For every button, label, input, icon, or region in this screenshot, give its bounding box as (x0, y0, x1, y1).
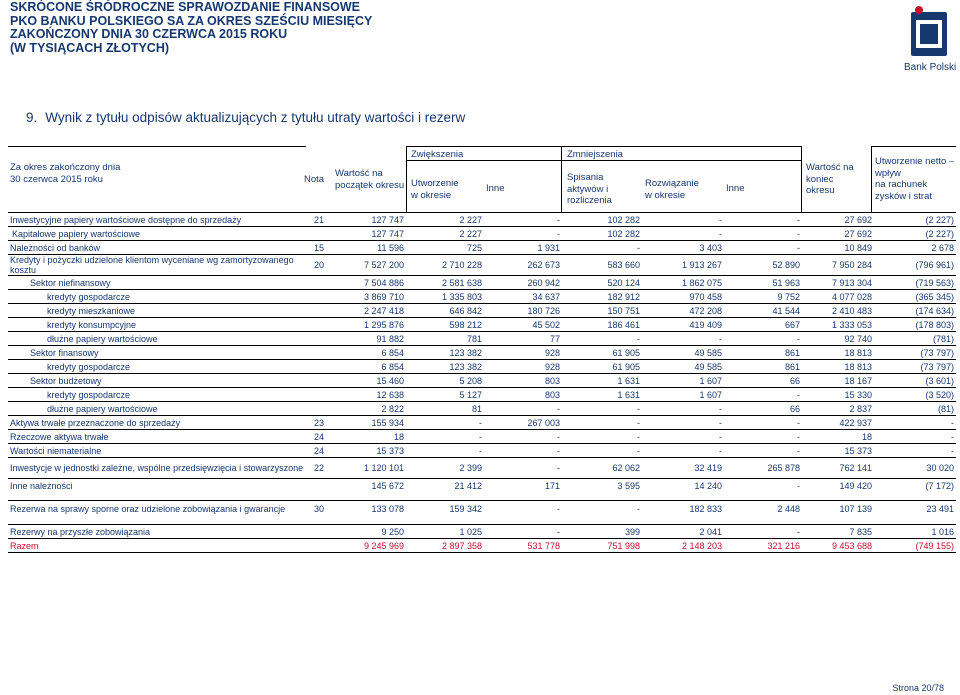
cell-value: 77 (549, 333, 560, 344)
cell-value: 531 778 (527, 540, 560, 551)
cell-value: 9 245 969 (363, 540, 404, 551)
cell-value: 18 813 (844, 347, 872, 358)
cell-value: - (557, 431, 560, 442)
cell-value: 781 (466, 333, 482, 344)
cell-value: 2 822 (381, 403, 404, 414)
logo-text: Bank Polski (904, 62, 957, 73)
cell-value: 751 998 (607, 540, 640, 551)
column-divider (561, 146, 562, 212)
cell-value: 1 333 053 (831, 319, 872, 330)
cell-value: 267 003 (527, 417, 560, 428)
table-row (8, 401, 956, 415)
cell-value: 646 842 (449, 305, 482, 316)
header-release: Rozwiązanie w okresie (645, 178, 699, 201)
row-label: dłużne papiery wartościowe (47, 403, 158, 414)
cell-value: - (719, 333, 722, 344)
cell-value: 6 854 (381, 361, 404, 372)
column-divider (406, 146, 407, 212)
cell-value: 2 041 (699, 526, 722, 537)
cell-value: 186 461 (607, 319, 640, 330)
cell-value: 27 692 (844, 228, 872, 239)
cell-value: 127 747 (371, 228, 404, 239)
cell-value: 2 227 (459, 214, 482, 225)
row-note: 24 (314, 445, 325, 456)
cell-value: 66 (789, 403, 800, 414)
cell-value: 15 330 (844, 389, 872, 400)
header-opening-value: Wartość na początek okresu (335, 168, 405, 191)
cell-value: 32 419 (694, 463, 722, 473)
cell-value: - (797, 214, 800, 225)
row-label: kredyty gospodarcze (47, 291, 131, 302)
cell-value: 52 890 (772, 260, 800, 270)
cell-value: 1 295 876 (363, 319, 404, 330)
cell-value: 12 638 (376, 389, 404, 400)
cell-value: - (557, 503, 560, 514)
cell-value: 123 382 (449, 361, 482, 372)
cell-value: 9 453 688 (831, 540, 872, 551)
cell-value: 15 373 (844, 445, 872, 456)
cell-value: - (557, 403, 560, 414)
provisions-table (8, 212, 956, 553)
cell-value: - (797, 417, 800, 428)
cell-value: - (479, 445, 482, 456)
cell-value: (2 227) (925, 214, 954, 225)
cell-value: 14 240 (694, 480, 722, 491)
row-note: 30 (314, 503, 325, 514)
table-row (8, 275, 956, 289)
cell-value: 182 912 (607, 291, 640, 302)
cell-value: - (479, 431, 482, 442)
cell-value: 7 504 886 (363, 277, 404, 288)
cell-value: 667 (784, 319, 800, 330)
header-period: Za okres zakończony dnia 30 czerwca 2015 roku (10, 162, 121, 185)
cell-value: 803 (544, 375, 560, 386)
cell-value: - (719, 403, 722, 414)
cell-value: (749 155) (915, 540, 954, 551)
cell-value: - (637, 403, 640, 414)
cell-value: - (557, 526, 560, 537)
cell-value: 27 692 (844, 214, 872, 225)
cell-value: 34 637 (532, 291, 560, 302)
cell-value: 1 931 (537, 242, 560, 253)
cell-value: - (951, 431, 954, 442)
cell-value: 861 (784, 361, 800, 372)
row-note: 23 (314, 417, 325, 428)
row-label: Sektor niefinansowy (30, 277, 111, 288)
cell-value: 9 752 (777, 291, 800, 302)
cell-value: (781) (932, 333, 954, 344)
cell-value: 5 208 (459, 375, 482, 386)
table-row (8, 359, 956, 373)
cell-value: - (637, 503, 640, 514)
cell-value: 2 410 483 (831, 305, 872, 316)
cell-value: - (637, 242, 640, 253)
row-label: kredyty gospodarcze (47, 389, 131, 400)
cell-value: 7 913 304 (831, 277, 872, 288)
row-label: Rzeczowe aktywa trwałe (10, 431, 109, 442)
row-label: kredyty konsumpcyjne (47, 319, 137, 330)
row-label: Wartości niematerialne (10, 445, 102, 456)
row-note: 15 (314, 242, 325, 253)
header-note: Nota (304, 174, 325, 185)
cell-value: 725 (466, 242, 482, 253)
cell-value: 62 062 (612, 463, 640, 473)
cell-value: 133 078 (371, 503, 404, 514)
cell-value: (174 634) (915, 305, 954, 316)
cell-value: - (951, 445, 954, 456)
cell-value: 123 382 (449, 347, 482, 358)
cell-value: 180 726 (527, 305, 560, 316)
cell-value: 15 460 (376, 375, 404, 386)
rule (406, 160, 801, 161)
cell-value: 18 167 (844, 375, 872, 386)
cell-value: 1 025 (459, 526, 482, 537)
cell-value: 61 905 (612, 361, 640, 372)
row-note: 21 (314, 214, 325, 225)
cell-value: - (719, 431, 722, 442)
table-row (8, 254, 956, 275)
table-header (8, 146, 956, 212)
cell-value: 10 849 (844, 242, 872, 253)
cell-value: - (719, 228, 722, 239)
table-row (8, 457, 956, 478)
cell-value: 1 862 075 (681, 277, 722, 288)
header-closing-value: Wartość na koniec okresu (806, 162, 854, 196)
cell-value: 49 585 (694, 347, 722, 358)
cell-value: (3 520) (925, 389, 954, 400)
cell-value: - (637, 445, 640, 456)
row-note: 22 (314, 463, 325, 473)
cell-value: 520 124 (607, 277, 640, 288)
cell-value: 102 282 (607, 228, 640, 239)
cell-value: (2 227) (925, 228, 954, 239)
cell-value: 3 403 (699, 242, 722, 253)
cell-value: 7 835 (849, 526, 872, 537)
header-other-increases: Inne (486, 183, 505, 194)
cell-value: 2 448 (777, 503, 800, 514)
cell-value: 91 882 (376, 333, 404, 344)
row-label: Sektor finansowy (30, 347, 99, 358)
cell-value: - (557, 228, 560, 239)
header-other-decreases: Inne (726, 183, 745, 194)
header-decreases: Zmniejszenia (567, 149, 623, 160)
table-row (8, 373, 956, 387)
rule (8, 146, 306, 147)
cell-value: 2 678 (931, 242, 954, 253)
cell-value: 422 937 (839, 417, 872, 428)
cell-value: 171 (544, 480, 560, 491)
row-label: Należności od banków (10, 242, 101, 253)
pko-logo-icon (911, 12, 947, 56)
cell-value: 18 (393, 431, 404, 442)
cell-value: 61 905 (612, 347, 640, 358)
pko-bank-logo (904, 12, 957, 73)
cell-value: - (797, 526, 800, 537)
cell-value: - (479, 417, 482, 428)
table-row (8, 303, 956, 317)
cell-value: 2 837 (849, 403, 872, 414)
cell-value: 7 527 200 (363, 260, 404, 270)
row-label: Inne należności (10, 480, 73, 491)
rule (871, 146, 956, 147)
cell-value: 583 660 (607, 260, 640, 270)
cell-value: - (719, 214, 722, 225)
report-title-line: SKRÓCONE ŚRÓDROCZNE SPRAWOZDANIE FINANSOWE (10, 0, 361, 14)
rule (406, 146, 801, 147)
cell-value: 145 672 (371, 480, 404, 491)
cell-value: 18 813 (844, 361, 872, 372)
cell-value: - (797, 480, 800, 491)
header-net-impact: Utworzenie netto – wpływ na rachunek zysków i strat (875, 156, 955, 202)
report-title-line: (W TYSIĄCACH ZŁOTYCH) (10, 40, 170, 55)
table-row (8, 524, 956, 538)
row-label: Inwestycje w jednostki zależne, wspólne przedsięwzięcia i stowarzyszone (10, 463, 304, 473)
table-row (8, 415, 956, 429)
cell-value: 762 141 (839, 463, 872, 473)
table-row (8, 212, 956, 226)
cell-value: 598 212 (449, 319, 482, 330)
cell-value: - (557, 463, 560, 473)
row-label: Razem (10, 540, 39, 551)
cell-value: 1 607 (699, 375, 722, 386)
row-label: Aktywa trwałe przeznaczone do sprzedaży (10, 417, 181, 428)
row-label: Kapitałowe papiery wartościowe (12, 228, 141, 239)
row-note: 24 (314, 431, 325, 442)
cell-value: 321 216 (767, 540, 800, 551)
cell-value: 265 878 (767, 463, 800, 473)
cell-value: 1 631 (617, 389, 640, 400)
cell-value: 1 913 267 (681, 260, 722, 270)
cell-value: 2 710 228 (441, 260, 482, 270)
cell-value: 1 016 (931, 526, 954, 537)
row-label: Kredyty i pożyczki udzielone klientom wyceniane wg zamortyzowanego kosztu (10, 255, 294, 275)
cell-value: - (719, 445, 722, 456)
header-created: Utworzenie w okresie (411, 178, 459, 201)
row-label: dłużne papiery wartościowe (47, 333, 158, 344)
cell-value: (3 601) (925, 375, 954, 386)
cell-value: (719 563) (915, 277, 954, 288)
table-row (8, 345, 956, 359)
cell-value: 41 544 (772, 305, 800, 316)
cell-value: - (719, 417, 722, 428)
report-title-line: PKO BANKU POLSKIEGO SA ZA OKRES SZEŚCIU MIESIĘCY (10, 13, 373, 28)
row-label: Inwestycyjne papiery wartościowe dostępne do sprzedaży (10, 214, 242, 225)
cell-value: 1 335 803 (441, 291, 482, 302)
row-label: kredyty mieszkaniowe (47, 305, 136, 316)
cell-value: 159 342 (449, 503, 482, 514)
table-row (8, 289, 956, 303)
section-title-text: Wynik z tytułu odpisów aktualizujących z tytułu utraty wartości i rezerw (45, 110, 466, 125)
cell-value: 472 208 (689, 305, 722, 316)
cell-value: 15 373 (376, 445, 404, 456)
table-row (8, 226, 956, 240)
cell-value: (7 172) (925, 480, 954, 491)
table-row (8, 478, 956, 492)
cell-value: 2 247 418 (363, 305, 404, 316)
row-note: 20 (314, 260, 325, 270)
cell-value: 11 596 (377, 242, 404, 253)
section-number: 9. (26, 110, 38, 125)
cell-value: 2 897 358 (441, 540, 482, 551)
cell-value: 3 595 (617, 480, 640, 491)
page-number: Strona 20/78 (892, 683, 944, 693)
cell-value: 102 282 (607, 214, 640, 225)
cell-value: - (797, 228, 800, 239)
cell-value: 49 585 (694, 361, 722, 372)
row-label: Sektor budżetowy (30, 375, 102, 386)
cell-value: (73 797) (920, 361, 954, 372)
cell-value: 861 (784, 347, 800, 358)
cell-value: (178 803) (915, 319, 954, 330)
section-title (26, 110, 465, 125)
cell-value: 928 (544, 347, 560, 358)
cell-value: 66 (789, 375, 800, 386)
cell-value: 1 607 (699, 389, 722, 400)
cell-value: 21 412 (454, 480, 482, 491)
header-increases: Zwiększenia (411, 149, 464, 160)
cell-value: - (557, 445, 560, 456)
cell-value: 419 409 (689, 319, 722, 330)
cell-value: 2 148 203 (681, 540, 722, 551)
cell-value: 928 (544, 361, 560, 372)
cell-value: (73 797) (920, 347, 954, 358)
cell-value: 51 963 (772, 277, 800, 288)
cell-value: 5 127 (459, 389, 482, 400)
cell-value: 2 227 (459, 228, 482, 239)
cell-value: (365 345) (915, 291, 954, 302)
cell-value: - (951, 417, 954, 428)
table-row (8, 317, 956, 331)
cell-value: 18 (861, 431, 872, 442)
cell-value: - (797, 431, 800, 442)
cell-value: 4 077 028 (831, 291, 872, 302)
table-row (8, 538, 956, 553)
page-header (0, 0, 960, 92)
table-row (8, 443, 956, 457)
table-row (8, 331, 956, 345)
cell-value: 262 673 (527, 260, 560, 270)
cell-value: (81) (937, 403, 954, 414)
cell-value: - (637, 431, 640, 442)
header-writeoffs: Spisania aktywów i rozliczenia (567, 172, 612, 206)
row-label: kredyty gospodarcze (47, 361, 131, 372)
cell-value: - (797, 445, 800, 456)
cell-value: 2 581 638 (441, 277, 482, 288)
cell-value: 81 (471, 403, 482, 414)
cell-value: - (797, 333, 800, 344)
table-row (8, 240, 956, 254)
cell-value: - (557, 214, 560, 225)
cell-value: 30 020 (926, 463, 954, 473)
cell-value: 3 869 710 (363, 291, 404, 302)
cell-value: 107 139 (839, 503, 872, 514)
cell-value: 2 399 (459, 463, 482, 473)
table-row (8, 429, 956, 443)
report-title-block (10, 1, 372, 55)
cell-value: 23 491 (926, 503, 954, 514)
cell-value: 1 120 101 (363, 463, 404, 473)
cell-value: - (637, 333, 640, 344)
cell-value: 260 942 (527, 277, 560, 288)
cell-value: - (637, 417, 640, 428)
cell-value: - (797, 242, 800, 253)
column-divider (801, 146, 802, 212)
report-title-line: ZAKOŃCZONY DNIA 30 CZERWCA 2015 ROKU (10, 27, 288, 41)
cell-value: 970 458 (689, 291, 722, 302)
cell-value: 127 747 (371, 214, 404, 225)
column-divider (871, 146, 872, 212)
cell-value: 182 833 (689, 503, 722, 514)
row-label: Rezerwy na przyszłe zobowiązania (10, 526, 151, 537)
cell-value: 803 (544, 389, 560, 400)
cell-value: 1 631 (617, 375, 640, 386)
cell-value: - (797, 389, 800, 400)
cell-value: 45 502 (532, 319, 560, 330)
cell-value: 7 950 284 (831, 260, 872, 270)
cell-value: (796 961) (915, 260, 954, 270)
cell-value: 155 934 (371, 417, 404, 428)
table-row (8, 387, 956, 401)
cell-value: 92 740 (844, 333, 872, 344)
cell-value: 149 420 (839, 480, 872, 491)
table-row (8, 500, 956, 516)
cell-value: 150 751 (607, 305, 640, 316)
cell-value: 6 854 (381, 347, 404, 358)
row-label: Rezerwa na sprawy sporne oraz udzielone zobowiązania i gwarancje (10, 503, 286, 514)
cell-value: 9 250 (381, 526, 404, 537)
cell-value: 399 (624, 526, 640, 537)
